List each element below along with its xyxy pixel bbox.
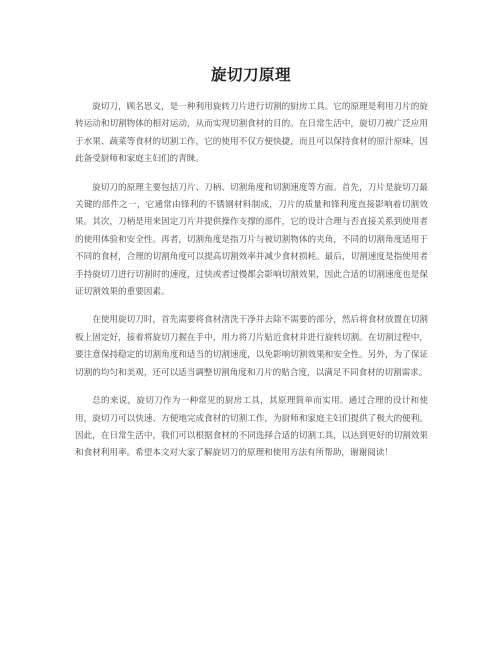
paragraph: 在使用旋切刀时，首先需要将食材清洗干净并去除不需要的部分，然后将食材放置在切割板上固定好，接着将旋切刀握在手中，用力将刀片贴近食材并进行旋转切割。在切割过程中，要注意保持稳定的切割角度和适当的切割速度，以免影响切割效果和安全性。另外，为了保证切割的均匀和美观，还可以适当调整切割角度和刀片的贴合度，以满足不同食材的切割需求。: [75, 315, 428, 378]
document-title: 旋切刀原理: [210, 66, 291, 84]
paragraph: 旋切刀，顾名思义，是一种利用旋转刀片进行切割的厨房工具。它的原理是利用刀片的旋转运动和切割物体的相对运动，从而实现切割食材的目的。在日常生活中，旋切刀被广泛应用于水果、蔬菜等食材的切割工作，它的使用不仅方便快捷，而且可以保持食材的原汁原味，因此备受厨师和家庭主妇们的青睐。: [75, 102, 428, 165]
paragraph: 总的来说，旋切刀作为一种常见的厨房工具，其原理简单而实用。通过合理的设计和使用，旋切刀可以快速、方便地完成食材的切割工作，为厨师和家庭主妇们提供了极大的便利。因此，在日常生活中，我们可以根据食材的不同选择合适的切割工具，以达到更好的切割效果和食材利用率。希望本文对大家了解旋切刀的原理和使用方法有所帮助，谢谢阅读！: [75, 396, 428, 459]
document-body: [75, 99, 428, 474]
paragraph: 旋切刀的原理主要包括刀片、刀柄、切割角度和切割速度等方面。首先，刀片是旋切刀最关键的部件之一，它通常由锋利的不锈钢材料制成，刀片的质量和锋利度直接影响着切割效果。其次，刀柄是用来固定刀片并提供操作支撑的部件，它的设计合理与否直接关系到使用者的使用体验和安全性。再者，切割角度是指刀片与被切割物体的夹角，不同的切割角度适用于不同的食材，合理的切割角度可以提高切割效率并减少食材损耗。最后，切割速度是指使用者手持旋切刀进行切割时的速度，过快或者过慢都会影响切割效果，因此合适的切割速度也是保证切割效果的重要因素。: [75, 182, 428, 298]
